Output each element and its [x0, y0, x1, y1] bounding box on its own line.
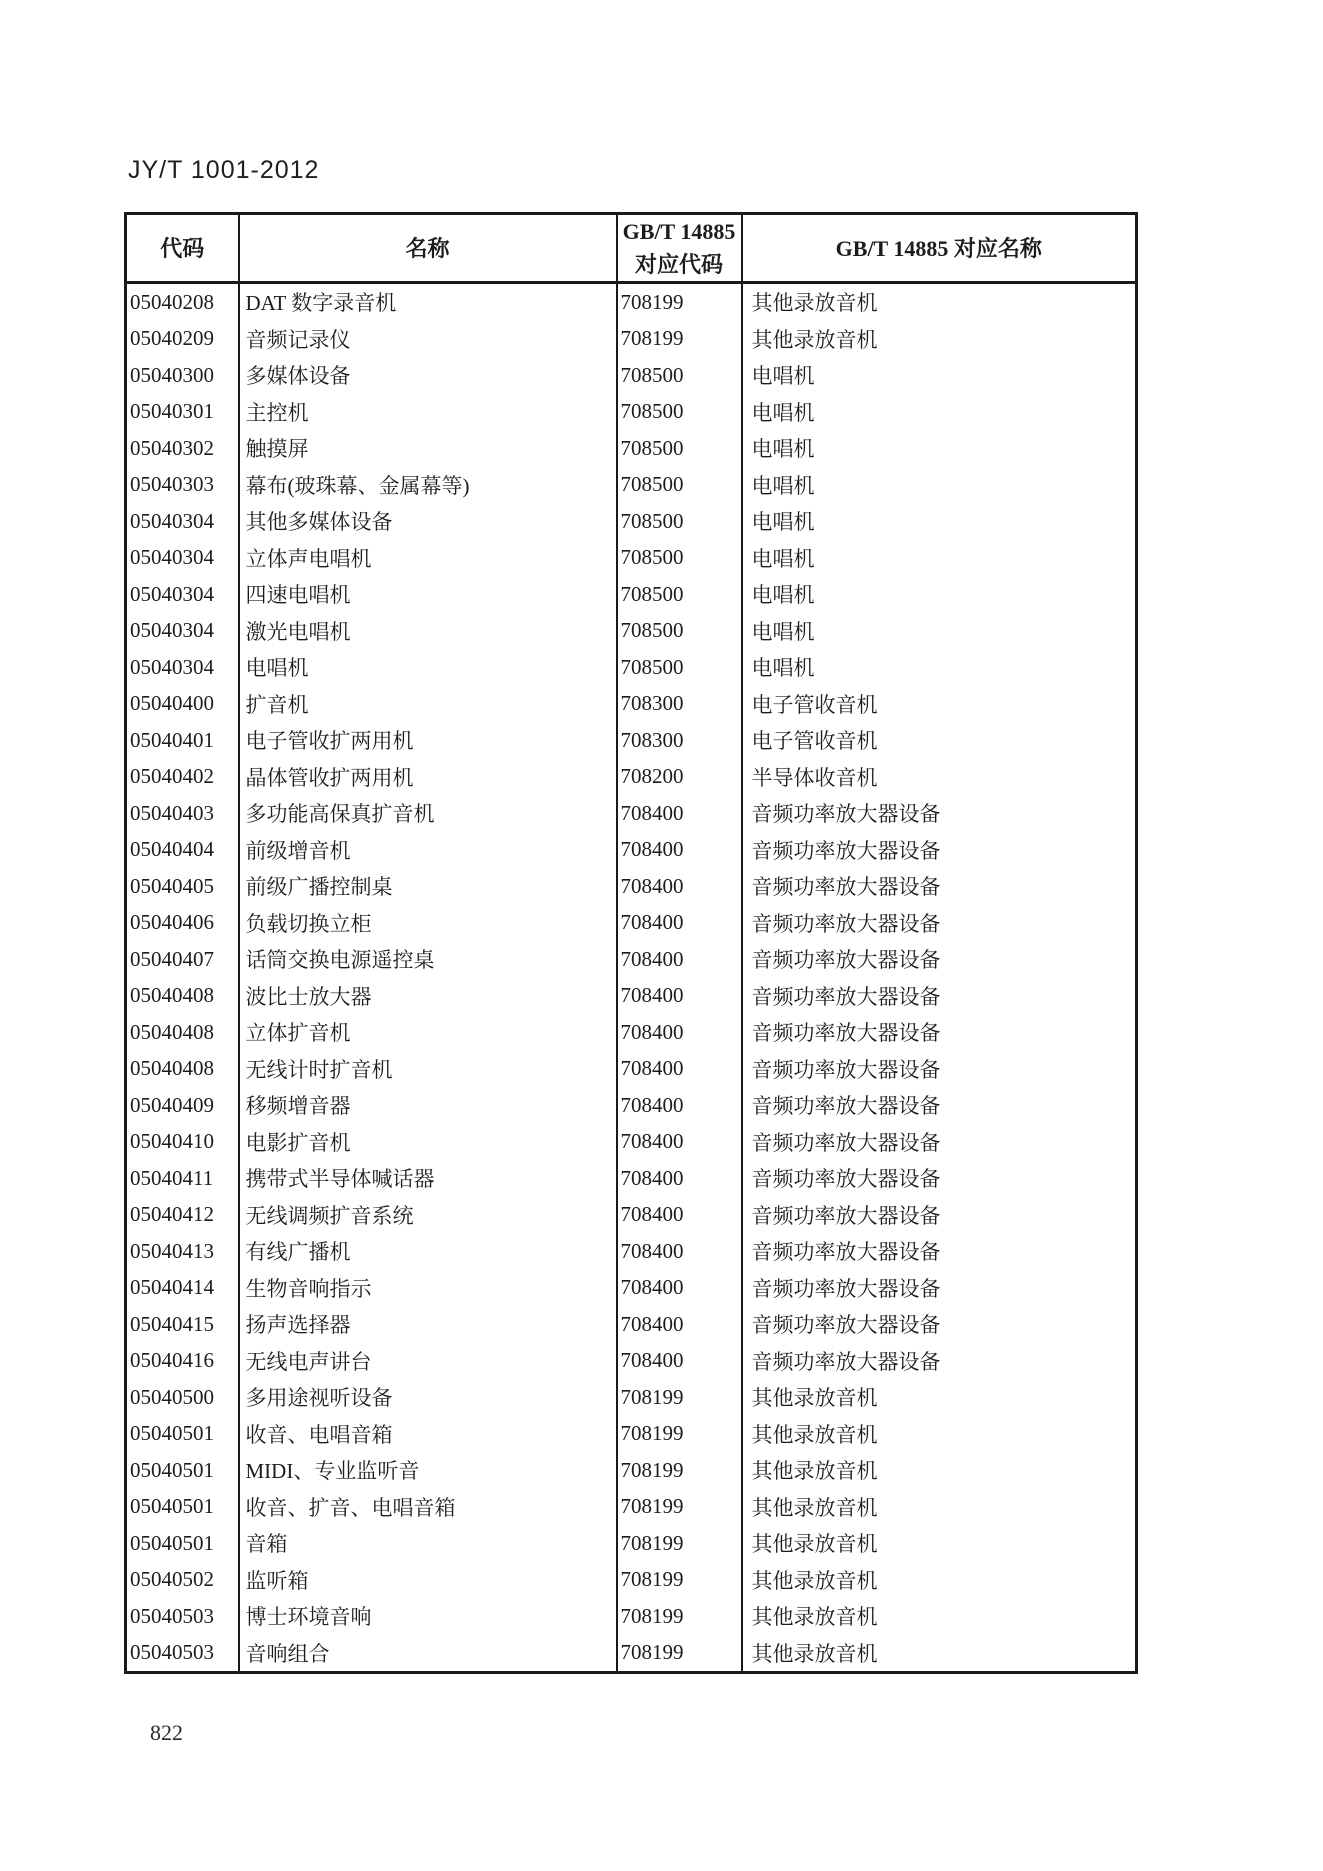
gb-code-cell: 708500	[617, 430, 742, 467]
header-gb-code	[617, 214, 742, 283]
gb-code-cell: 708400	[617, 1160, 742, 1197]
gb-name-cell: 电子管收音机	[742, 686, 1137, 723]
name-cell: 立体声电唱机	[239, 540, 617, 577]
code-cell: 05040409	[130, 1092, 214, 1117]
code-cell: 05040209	[130, 326, 214, 351]
code-cell: 05040410	[130, 1129, 214, 1154]
gb-name-cell: 其他录放音机	[742, 1635, 1137, 1673]
gb-code-cell: 708199	[617, 283, 742, 321]
code-cell: 05040408	[130, 983, 214, 1008]
name-cell: 话筒交换电源遥控桌	[239, 941, 617, 978]
table-row	[126, 686, 1137, 723]
code-cell: 05040406	[130, 910, 214, 935]
gb-name-cell: 电唱机	[742, 430, 1137, 467]
gb-code-cell: 708199	[617, 1635, 742, 1673]
table-row	[126, 795, 1137, 832]
table-row	[126, 1087, 1137, 1124]
gb-code-cell: 708199	[617, 1452, 742, 1489]
gb-name-cell: 其他录放音机	[742, 1379, 1137, 1416]
code-cell: 05040303	[130, 472, 214, 497]
gb-code-cell: 708500	[617, 394, 742, 431]
table-row	[126, 540, 1137, 577]
gb-name-cell: 音频功率放大器设备	[742, 978, 1137, 1015]
table-row	[126, 1416, 1137, 1453]
gb-code-cell: 708400	[617, 795, 742, 832]
table-row	[126, 649, 1137, 686]
gb-name-cell: 音频功率放大器设备	[742, 868, 1137, 905]
code-cell: 05040300	[130, 362, 214, 387]
gb-code-cell: 708400	[617, 1087, 742, 1124]
name-cell: 扩音机	[239, 686, 617, 723]
code-cell: 05040407	[130, 946, 214, 971]
table-row	[126, 1233, 1137, 1270]
gb-name-cell: 音频功率放大器设备	[742, 1087, 1137, 1124]
gb-code-cell: 708500	[617, 613, 742, 650]
header-name: 名称	[239, 214, 617, 283]
name-cell: 音频记录仪	[239, 321, 617, 358]
gb-name-cell: 音频功率放大器设备	[742, 1343, 1137, 1380]
header-gb-code-line1: GB/T 14885	[622, 219, 736, 244]
gb-name-cell: 音频功率放大器设备	[742, 1160, 1137, 1197]
table-row	[126, 1051, 1137, 1088]
table-row	[126, 1014, 1137, 1051]
gb-code-cell: 708400	[617, 832, 742, 869]
code-cell: 05040501	[130, 1530, 214, 1555]
gb-code-cell: 708400	[617, 1124, 742, 1161]
gb-name-cell: 电唱机	[742, 503, 1137, 540]
gb-code-cell: 708199	[617, 1416, 742, 1453]
code-cell: 05040501	[130, 1494, 214, 1519]
name-cell: DAT 数字录音机	[239, 283, 617, 321]
gb-code-cell: 708400	[617, 1014, 742, 1051]
name-cell: 电影扩音机	[239, 1124, 617, 1161]
table-row	[126, 1343, 1137, 1380]
code-cell: 05040302	[130, 435, 214, 460]
gb-name-cell: 其他录放音机	[742, 1598, 1137, 1635]
table-row	[126, 1452, 1137, 1489]
name-cell: 波比士放大器	[239, 978, 617, 1015]
table-row	[126, 321, 1137, 358]
gb-name-cell: 电唱机	[742, 613, 1137, 650]
code-cell: 05040501	[130, 1421, 214, 1446]
table-row	[126, 1635, 1137, 1673]
code-cell: 05040408	[130, 1019, 214, 1044]
gb-name-cell: 音频功率放大器设备	[742, 1197, 1137, 1234]
code-cell: 05040412	[130, 1202, 214, 1227]
gb-code-cell: 708400	[617, 1051, 742, 1088]
table-row	[126, 1124, 1137, 1161]
gb-code-cell: 708400	[617, 868, 742, 905]
name-cell: 触摸屏	[239, 430, 617, 467]
name-cell: 负载切换立柜	[239, 905, 617, 942]
name-cell: 多用途视听设备	[239, 1379, 617, 1416]
gb-name-cell: 电唱机	[742, 394, 1137, 431]
name-cell: 音箱	[239, 1525, 617, 1562]
gb-code-cell: 708500	[617, 467, 742, 504]
gb-code-cell: 708199	[617, 1598, 742, 1635]
name-cell: 四速电唱机	[239, 576, 617, 613]
gb-code-cell: 708400	[617, 1197, 742, 1234]
gb-code-cell: 708200	[617, 759, 742, 796]
name-cell: 幕布(玻珠幕、金属幕等)	[239, 467, 617, 504]
gb-code-cell: 708199	[617, 1379, 742, 1416]
code-cell: 05040400	[130, 691, 214, 716]
document-title: JY/T 1001-2012	[128, 156, 320, 184]
code-cell: 05040403	[130, 800, 214, 825]
name-cell: 其他多媒体设备	[239, 503, 617, 540]
table-row	[126, 283, 1137, 321]
gb-name-cell: 电唱机	[742, 467, 1137, 504]
gb-code-cell: 708400	[617, 978, 742, 1015]
code-cell: 05040503	[130, 1640, 214, 1665]
code-cell: 05040401	[130, 727, 214, 752]
code-cell: 05040402	[130, 764, 214, 789]
table-body	[126, 283, 1137, 1673]
code-cell: 05040304	[130, 581, 214, 606]
name-cell: 博士环境音响	[239, 1598, 617, 1635]
code-cell: 05040304	[130, 654, 214, 679]
code-cell: 05040414	[130, 1275, 214, 1300]
table-row	[126, 759, 1137, 796]
code-cell: 05040500	[130, 1384, 214, 1409]
gb-code-cell: 708199	[617, 321, 742, 358]
name-cell: 无线调频扩音系统	[239, 1197, 617, 1234]
table-row	[126, 357, 1137, 394]
gb-code-cell: 708500	[617, 503, 742, 540]
gb-code-cell: 708400	[617, 1270, 742, 1307]
gb-name-cell: 半导体收音机	[742, 759, 1137, 796]
gb-name-cell: 音频功率放大器设备	[742, 905, 1137, 942]
name-cell: 多媒体设备	[239, 357, 617, 394]
gb-name-cell: 音频功率放大器设备	[742, 1306, 1137, 1343]
table-row	[126, 905, 1137, 942]
name-cell: 生物音响指示	[239, 1270, 617, 1307]
gb-code-cell: 708500	[617, 357, 742, 394]
gb-name-cell: 音频功率放大器设备	[742, 941, 1137, 978]
gb-code-cell: 708199	[617, 1489, 742, 1526]
code-cell: 05040411	[130, 1165, 214, 1190]
name-cell: 无线电声讲台	[239, 1343, 617, 1380]
gb-name-cell: 其他录放音机	[742, 1416, 1137, 1453]
gb-code-cell: 708400	[617, 1343, 742, 1380]
table-row	[126, 1160, 1137, 1197]
table-row	[126, 1489, 1137, 1526]
code-cell: 05040405	[130, 873, 214, 898]
name-cell: 激光电唱机	[239, 613, 617, 650]
header-gb-name: GB/T 14885 对应名称	[742, 214, 1137, 283]
code-cell: 05040304	[130, 508, 214, 533]
code-cell: 05040301	[130, 399, 214, 424]
gb-name-cell: 电唱机	[742, 649, 1137, 686]
gb-name-cell: 音频功率放大器设备	[742, 1051, 1137, 1088]
gb-name-cell: 其他录放音机	[742, 321, 1137, 358]
table-row	[126, 1270, 1137, 1307]
name-cell: 收音、电唱音箱	[239, 1416, 617, 1453]
gb-code-cell: 708500	[617, 540, 742, 577]
gb-name-cell: 音频功率放大器设备	[742, 1270, 1137, 1307]
header-code: 代码	[126, 214, 239, 283]
code-mapping-table	[124, 212, 1138, 1674]
code-cell: 05040416	[130, 1348, 214, 1373]
code-cell: 05040502	[130, 1567, 214, 1592]
gb-name-cell: 音频功率放大器设备	[742, 1124, 1137, 1161]
name-cell: 前级增音机	[239, 832, 617, 869]
page-number: 822	[150, 1720, 183, 1745]
code-cell: 05040208	[130, 289, 214, 314]
gb-code-cell: 708300	[617, 722, 742, 759]
gb-name-cell: 音频功率放大器设备	[742, 832, 1137, 869]
table-row	[126, 1598, 1137, 1635]
gb-name-cell: 电唱机	[742, 576, 1137, 613]
gb-name-cell: 电唱机	[742, 540, 1137, 577]
gb-code-cell: 708400	[617, 941, 742, 978]
gb-name-cell: 电子管收音机	[742, 722, 1137, 759]
name-cell: 音响组合	[239, 1635, 617, 1673]
name-cell: 晶体管收扩两用机	[239, 759, 617, 796]
table-row	[126, 941, 1137, 978]
code-cell: 05040408	[130, 1056, 214, 1081]
code-cell: 05040304	[130, 618, 214, 643]
table-header-row	[126, 214, 1137, 283]
table-row	[126, 1306, 1137, 1343]
name-cell: 电子管收扩两用机	[239, 722, 617, 759]
name-cell: MIDI、专业监听音	[239, 1452, 617, 1489]
code-cell: 05040415	[130, 1311, 214, 1336]
gb-name-cell: 其他录放音机	[742, 283, 1137, 321]
table-row	[126, 613, 1137, 650]
gb-name-cell: 其他录放音机	[742, 1525, 1137, 1562]
name-cell: 监听箱	[239, 1562, 617, 1599]
table-row	[126, 978, 1137, 1015]
code-cell: 05040404	[130, 837, 214, 862]
gb-code-cell: 708500	[617, 576, 742, 613]
gb-code-cell: 708300	[617, 686, 742, 723]
gb-code-cell: 708500	[617, 649, 742, 686]
gb-name-cell: 其他录放音机	[742, 1489, 1137, 1526]
name-cell: 立体扩音机	[239, 1014, 617, 1051]
table-row	[126, 1525, 1137, 1562]
gb-code-cell: 708400	[617, 1306, 742, 1343]
gb-name-cell: 音频功率放大器设备	[742, 795, 1137, 832]
name-cell: 扬声选择器	[239, 1306, 617, 1343]
table-row	[126, 868, 1137, 905]
code-cell: 05040501	[130, 1457, 214, 1482]
name-cell: 移频增音器	[239, 1087, 617, 1124]
name-cell: 前级广播控制桌	[239, 868, 617, 905]
header-gb-code-line2: 对应代码	[634, 252, 723, 277]
table-row	[126, 1379, 1137, 1416]
table-row	[126, 832, 1137, 869]
table-row	[126, 394, 1137, 431]
gb-name-cell: 其他录放音机	[742, 1562, 1137, 1599]
code-cell: 05040503	[130, 1603, 214, 1628]
table-row	[126, 722, 1137, 759]
table-row	[126, 467, 1137, 504]
gb-code-cell: 708199	[617, 1562, 742, 1599]
code-cell: 05040413	[130, 1238, 214, 1263]
gb-name-cell: 音频功率放大器设备	[742, 1233, 1137, 1270]
name-cell: 收音、扩音、电唱音箱	[239, 1489, 617, 1526]
table-row	[126, 503, 1137, 540]
gb-name-cell: 其他录放音机	[742, 1452, 1137, 1489]
gb-code-cell: 708400	[617, 905, 742, 942]
name-cell: 电唱机	[239, 649, 617, 686]
gb-code-cell: 708199	[617, 1525, 742, 1562]
name-cell: 多功能高保真扩音机	[239, 795, 617, 832]
table-row	[126, 576, 1137, 613]
gb-code-cell: 708400	[617, 1233, 742, 1270]
table-row	[126, 1562, 1137, 1599]
gb-name-cell: 音频功率放大器设备	[742, 1014, 1137, 1051]
name-cell: 有线广播机	[239, 1233, 617, 1270]
gb-name-cell: 电唱机	[742, 357, 1137, 394]
name-cell: 携带式半导体喊话器	[239, 1160, 617, 1197]
table-row	[126, 1197, 1137, 1234]
code-cell: 05040304	[130, 545, 214, 570]
name-cell: 无线计时扩音机	[239, 1051, 617, 1088]
name-cell: 主控机	[239, 394, 617, 431]
table-row	[126, 430, 1137, 467]
